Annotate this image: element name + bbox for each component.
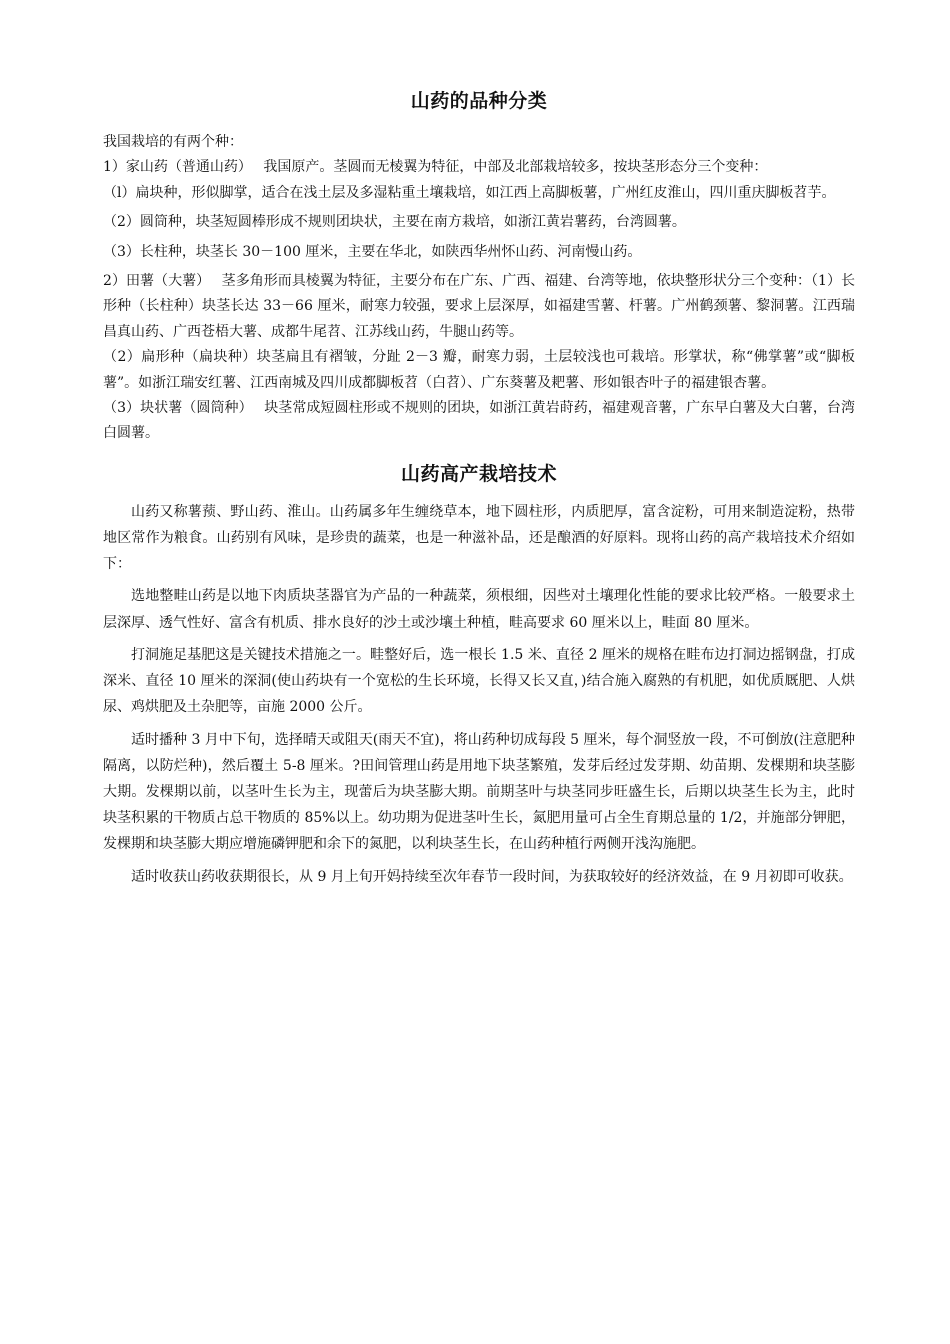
- section-variety-classification: [103, 86, 855, 447]
- paragraph-intro: 我国栽培的有两个种：: [103, 134, 243, 150]
- paragraph-variety-flat-2: （2）扁形种（扁块种）块茎扁且有褶皱，分趾 2－3 瓣，耐寒力弱，土层较浅也可栽培。形掌状，称“佛掌薯”或“脚板薯”。如浙江瑞安红薯、江西南城及四川成都脚板苕（白苕）、广东葵薯及耙薯、形如银杏叶子的福建银杏薯。: [103, 349, 855, 391]
- paragraph-variety-block: （3）块状薯（圆筒种） 块茎常成短圆柱形或不规则的团块，如浙江黄岩莳药，福建观音薯，广东早白薯及大白薯，台湾白圆薯。: [103, 400, 855, 442]
- paragraph-variety-round: （2）圆筒种，块茎短圆棒形成不规则团块状，主要在南方栽培，如浙江黄岩薯药，台湾圆薯。: [103, 214, 686, 231]
- paragraph-sowing-management: 适时播种 3 月中下旬，选择晴天或阻天(雨天不宜)，将山药种切成每段 5 厘米，每个洞竖放一段，不可倒放(注意肥种隔离，以防烂种)，然后覆土 5-8 厘米。?田间管理山药是用地下块茎繁殖，发芽后经过发芽期、幼苗期、发棵期和块茎膨大期。发棵期以前，以茎叶生长为主，现蕾后为块茎膨大期。前期茎叶与块茎同步旺盛生长，后期以块茎生长为主，此时块茎积累的干物质占总干物质的 85%以上。幼功期为促进茎叶生长，氮肥用量可占全生育期总量的 1/2，并施部分钾肥，发棵期和块茎膨大期应增施磷钾肥和余下的氮肥，以利块茎生长，在山药种植行两侧开浅沟施肥。: [103, 731, 855, 853]
- paragraph-overview: 山药又称薯蓣、野山药、淮山。山药属多年生缠绕草本，地下圆柱形，内质肥厚，富含淀粉，可用来制造淀粉，热带地区常作为粮食。山药别有风味，是珍贵的蔬菜，也是一种滋补品，还是酿酒的好原料。现将山药的高产栽培技术介绍如下：: [103, 503, 855, 573]
- section-title-cultivation: 山药高产栽培技术: [400, 462, 557, 485]
- paragraph-variety-long: （3）长柱种，块茎长 30－100 厘米，主要在华北，如陕西华州怀山药、河南慢山药。: [103, 243, 642, 260]
- document-body: [103, 86, 855, 890]
- paragraph-harvest: 适时收获山药收获期很长，从 9 月上旬开妈持续至次年春节一段时间，为获取较好的经济效益，在 9 月初即可收获。: [131, 868, 853, 885]
- paragraph-species-2: 2）田薯（大薯） 茎多角形而具棱翼为特征，主要分布在广东、广西、福建、台湾等地，依块整形状分三个变种：（1）长形种（长柱种）块茎长达 33－66 厘米，耐寒力较强，要求上层深厚，如福建雪薯、杆薯。广州鹤颈薯、黎洞薯。江西瑞昌真山药、广西苍梧大薯、成都牛尾苕、江苏线山药，牛腿山药等。: [103, 273, 855, 340]
- section-cultivation-technique: [103, 459, 855, 890]
- paragraph-base-fertilizer: 打洞施足基肥这是关键技术措施之一。畦整好后，选一根长 1.5 米、直径 2 厘米的规格在畦布边打洞边摇钢盘，打成深米、直径 10 厘米的深洞(使山药块有一个宽松的生长环境，长得又长又直，)结合施入腐熟的有机肥，如优质厩肥、人烘尿、鸡烘肥及土杂肥等，亩施 2000 公斤。: [103, 646, 855, 716]
- paragraph-species-1: 1）家山药（普通山药） 我国原产。茎圆而无棱翼为特征，中部及北部栽培较多，按块茎形态分三个变种：: [103, 159, 768, 176]
- paragraph-site-selection: 选地整畦山药是以地下肉质块茎器官为产品的一种蔬菜，须根细，因些对土壤理化性能的要求比较严格。一般要求土层深厚、透气性好、富含有机质、排水良好的沙土或沙壤土种植，畦高要求 60 厘米以上，畦面 80 厘米。: [103, 588, 855, 631]
- paragraph-variety-flat: （l）扁块种，形似脚掌，适合在浅土层及多湿粘重土壤栽培，如江西上高脚板薯，广州红皮淮山，四川重庆脚板苕芋。: [103, 184, 836, 201]
- section-title-variety: 山药的品种分类: [410, 90, 548, 112]
